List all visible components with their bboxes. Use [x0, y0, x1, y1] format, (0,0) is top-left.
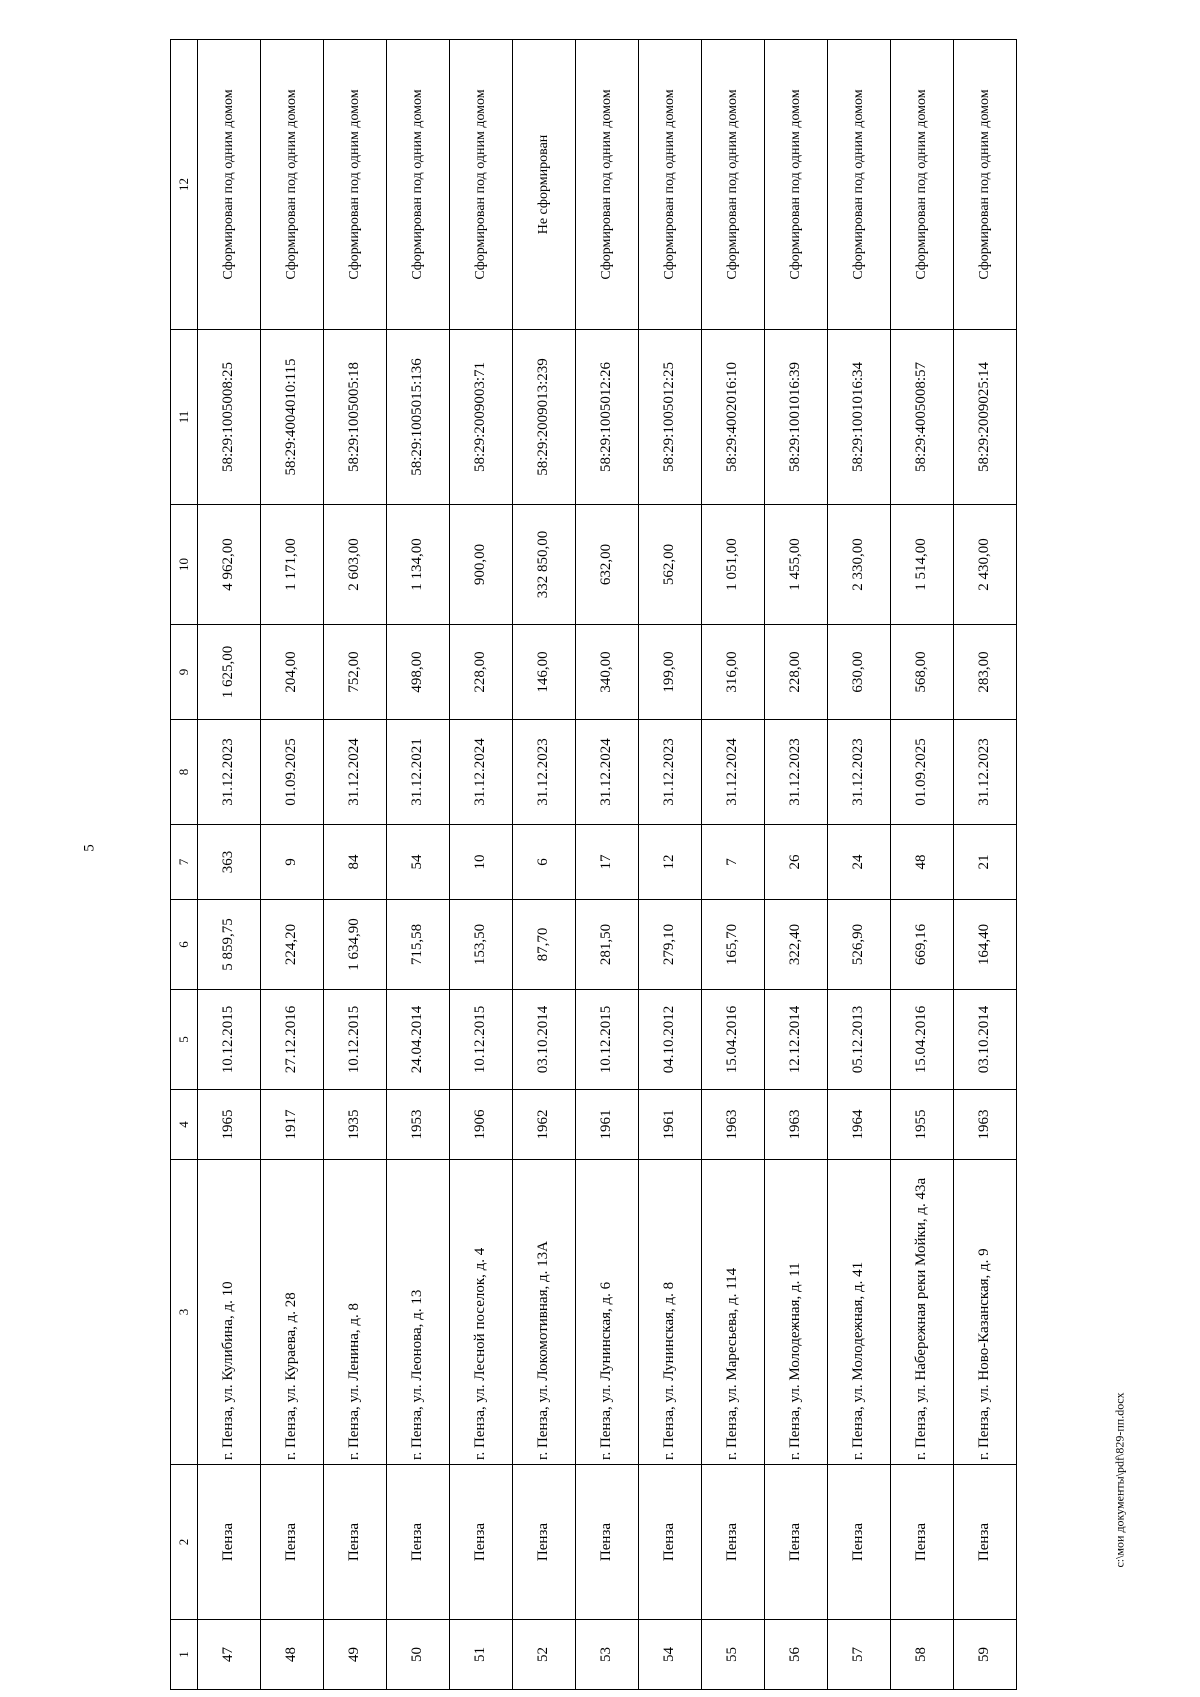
- table-cell-col-4: 1962: [513, 1090, 576, 1160]
- table-cell-col-8: 31.12.2023: [639, 720, 702, 825]
- table-cell-col-12: Сформирован под одним домом: [702, 40, 765, 330]
- table-cell-col-1: 59: [954, 1620, 1017, 1690]
- table-cell-col-12: Сформирован под одним домом: [639, 40, 702, 330]
- table-cell-col-11: 58:29:4005008:57: [891, 330, 954, 505]
- table-cell-col-8: 01.09.2025: [891, 720, 954, 825]
- table-cell-col-10: 562,00: [639, 505, 702, 625]
- table-cell-col-7: 9: [261, 825, 324, 900]
- table-cell-col-6: 669,16: [891, 900, 954, 990]
- table-cell-col-4: 1964: [828, 1090, 891, 1160]
- table-cell-col-7: 26: [765, 825, 828, 900]
- table-cell-col-6: 164,40: [954, 900, 1017, 990]
- table-row: [765, 40, 828, 1690]
- table-cell-col-6: 5 859,75: [198, 900, 261, 990]
- table-cell-col-4: 1963: [765, 1090, 828, 1160]
- table-cell-col-10: 1 134,00: [387, 505, 450, 625]
- table-cell-col-3: г. Пенза, ул. Лунинская, д. 6: [576, 1160, 639, 1465]
- table-cell-col-5: 10.12.2015: [198, 990, 261, 1090]
- table-cell-col-4: 1961: [639, 1090, 702, 1160]
- table-cell-col-1: 58: [891, 1620, 954, 1690]
- housing-table: [170, 39, 1017, 1690]
- column-header-9: 9: [171, 625, 198, 720]
- table-cell-col-9: 340,00: [576, 625, 639, 720]
- table-cell-col-6: 1 634,90: [324, 900, 387, 990]
- table-cell-col-10: 2 330,00: [828, 505, 891, 625]
- table-cell-col-5: 03.10.2014: [513, 990, 576, 1090]
- table-cell-col-10: 1 051,00: [702, 505, 765, 625]
- table-cell-col-1: 55: [702, 1620, 765, 1690]
- table-cell-col-9: 1 625,00: [198, 625, 261, 720]
- table-cell-col-5: 27.12.2016: [261, 990, 324, 1090]
- table-cell-col-8: 31.12.2023: [954, 720, 1017, 825]
- table-cell-col-3: г. Пенза, ул. Кулибина, д. 10: [198, 1160, 261, 1465]
- table-cell-col-6: 224,20: [261, 900, 324, 990]
- table-cell-col-10: 1 455,00: [765, 505, 828, 625]
- table-cell-col-11: 58:29:4004010:115: [261, 330, 324, 505]
- table-cell-col-3: г. Пенза, ул. Набережная реки Мойки, д. 43а: [891, 1160, 954, 1465]
- table-cell-col-12: Сформирован под одним домом: [576, 40, 639, 330]
- column-header-2: 2: [171, 1465, 198, 1620]
- table-cell-col-10: 1 171,00: [261, 505, 324, 625]
- footer-file-path: c:\мои документы\pdf\829-пп.docx: [1112, 1392, 1127, 1568]
- table-cell-col-2: Пенза: [198, 1465, 261, 1620]
- table-cell-col-9: 283,00: [954, 625, 1017, 720]
- table-cell-col-9: 752,00: [324, 625, 387, 720]
- table-row: [891, 40, 954, 1690]
- table-cell-col-9: 630,00: [828, 625, 891, 720]
- table-cell-col-11: 58:29:1005012:25: [639, 330, 702, 505]
- table-cell-col-9: 498,00: [387, 625, 450, 720]
- table-row: [261, 40, 324, 1690]
- table-cell-col-1: 51: [450, 1620, 513, 1690]
- table-cell-col-10: 900,00: [450, 505, 513, 625]
- table-cell-col-8: 31.12.2021: [387, 720, 450, 825]
- table-cell-col-6: 153,50: [450, 900, 513, 990]
- table-cell-col-7: 10: [450, 825, 513, 900]
- table-body: [198, 40, 1017, 1690]
- table-cell-col-6: 165,70: [702, 900, 765, 990]
- table-cell-col-11: 58:29:1005012:26: [576, 330, 639, 505]
- table-cell-col-3: г. Пенза, ул. Локомотивная, д. 13А: [513, 1160, 576, 1465]
- table-cell-col-2: Пенза: [765, 1465, 828, 1620]
- table-cell-col-9: 228,00: [765, 625, 828, 720]
- table-cell-col-6: 322,40: [765, 900, 828, 990]
- table-cell-col-2: Пенза: [324, 1465, 387, 1620]
- table-cell-col-12: Сформирован под одним домом: [954, 40, 1017, 330]
- table-cell-col-2: Пенза: [828, 1465, 891, 1620]
- table-cell-col-2: Пенза: [576, 1465, 639, 1620]
- table-cell-col-1: 53: [576, 1620, 639, 1690]
- column-header-8: 8: [171, 720, 198, 825]
- column-header-12: 12: [171, 40, 198, 330]
- table-cell-col-7: 24: [828, 825, 891, 900]
- page-number: 5: [81, 844, 98, 852]
- table-cell-col-12: Сформирован под одним домом: [261, 40, 324, 330]
- table-cell-col-1: 48: [261, 1620, 324, 1690]
- table-cell-col-4: 1961: [576, 1090, 639, 1160]
- table-cell-col-9: 568,00: [891, 625, 954, 720]
- table-cell-col-10: 4 962,00: [198, 505, 261, 625]
- table-cell-col-2: Пенза: [450, 1465, 513, 1620]
- table-cell-col-8: 31.12.2023: [828, 720, 891, 825]
- table-cell-col-5: 10.12.2015: [324, 990, 387, 1090]
- column-header-11: 11: [171, 330, 198, 505]
- table-cell-col-5: 05.12.2013: [828, 990, 891, 1090]
- table-cell-col-6: 715,58: [387, 900, 450, 990]
- table-cell-col-6: 279,10: [639, 900, 702, 990]
- table-cell-col-10: 2 430,00: [954, 505, 1017, 625]
- table-cell-col-3: г. Пенза, ул. Ново-Казанская, д. 9: [954, 1160, 1017, 1465]
- table-cell-col-6: 526,90: [828, 900, 891, 990]
- column-header-7: 7: [171, 825, 198, 900]
- table-cell-col-11: 58:29:1001016:39: [765, 330, 828, 505]
- table-cell-col-5: 24.04.2014: [387, 990, 450, 1090]
- table-cell-col-12: Сформирован под одним домом: [198, 40, 261, 330]
- table-cell-col-12: Сформирован под одним домом: [324, 40, 387, 330]
- table-row: [954, 40, 1017, 1690]
- table-cell-col-11: 58:29:1001016:34: [828, 330, 891, 505]
- table-cell-col-10: 1 514,00: [891, 505, 954, 625]
- table-cell-col-2: Пенза: [639, 1465, 702, 1620]
- table-cell-col-4: 1906: [450, 1090, 513, 1160]
- table-cell-col-10: 332 850,00: [513, 505, 576, 625]
- table-cell-col-4: 1963: [702, 1090, 765, 1160]
- table-cell-col-12: Сформирован под одним домом: [828, 40, 891, 330]
- table-cell-col-12: Не сформирован: [513, 40, 576, 330]
- table-row: [576, 40, 639, 1690]
- table-cell-col-8: 31.12.2023: [198, 720, 261, 825]
- table-cell-col-12: Сформирован под одним домом: [891, 40, 954, 330]
- table-cell-col-3: г. Пенза, ул. Леонова, д. 13: [387, 1160, 450, 1465]
- table-cell-col-11: 58:29:2009025:14: [954, 330, 1017, 505]
- table-cell-col-9: 204,00: [261, 625, 324, 720]
- column-header-6: 6: [171, 900, 198, 990]
- table-cell-col-2: Пенза: [891, 1465, 954, 1620]
- header-row: [171, 40, 198, 1690]
- table-cell-col-7: 54: [387, 825, 450, 900]
- table-cell-col-7: 363: [198, 825, 261, 900]
- table-cell-col-3: г. Пенза, ул. Молодежная, д. 11: [765, 1160, 828, 1465]
- table-cell-col-10: 2 603,00: [324, 505, 387, 625]
- table-cell-col-5: 12.12.2014: [765, 990, 828, 1090]
- table-cell-col-3: г. Пенза, ул. Лунинская, д. 8: [639, 1160, 702, 1465]
- table-cell-col-2: Пенза: [954, 1465, 1017, 1620]
- column-header-4: 4: [171, 1090, 198, 1160]
- column-header-3: 3: [171, 1160, 198, 1465]
- table-cell-col-4: 1965: [198, 1090, 261, 1160]
- table-cell-col-2: Пенза: [387, 1465, 450, 1620]
- table-cell-col-6: 281,50: [576, 900, 639, 990]
- table-cell-col-11: 58:29:1005008:25: [198, 330, 261, 505]
- table-cell-col-3: г. Пенза, ул. Маресьева, д. 114: [702, 1160, 765, 1465]
- table-row: [198, 40, 261, 1690]
- table-cell-col-3: г. Пенза, ул. Ленина, д. 8: [324, 1160, 387, 1465]
- column-header-5: 5: [171, 990, 198, 1090]
- table-cell-col-4: 1935: [324, 1090, 387, 1160]
- column-header-10: 10: [171, 505, 198, 625]
- table-cell-col-11: 58:29:4002016:10: [702, 330, 765, 505]
- table-row: [450, 40, 513, 1690]
- table-cell-col-7: 7: [702, 825, 765, 900]
- table-cell-col-1: 57: [828, 1620, 891, 1690]
- table-cell-col-7: 17: [576, 825, 639, 900]
- table-cell-col-8: 31.12.2024: [576, 720, 639, 825]
- table-cell-col-11: 58:29:2009013:239: [513, 330, 576, 505]
- table-cell-col-5: 15.04.2016: [702, 990, 765, 1090]
- table-cell-col-6: 87,70: [513, 900, 576, 990]
- table-cell-col-5: 04.10.2012: [639, 990, 702, 1090]
- table-cell-col-4: 1963: [954, 1090, 1017, 1160]
- table-cell-col-3: г. Пенза, ул. Кураева, д. 28: [261, 1160, 324, 1465]
- table-cell-col-9: 228,00: [450, 625, 513, 720]
- table-cell-col-9: 199,00: [639, 625, 702, 720]
- table-cell-col-1: 54: [639, 1620, 702, 1690]
- table-cell-col-4: 1953: [387, 1090, 450, 1160]
- table-cell-col-11: 58:29:2009003:71: [450, 330, 513, 505]
- table-cell-col-7: 6: [513, 825, 576, 900]
- table-row: [387, 40, 450, 1690]
- table-cell-col-4: 1955: [891, 1090, 954, 1160]
- table-cell-col-12: Сформирован под одним домом: [387, 40, 450, 330]
- table-cell-col-8: 31.12.2024: [450, 720, 513, 825]
- table-row: [702, 40, 765, 1690]
- table-cell-col-7: 84: [324, 825, 387, 900]
- table-cell-col-1: 49: [324, 1620, 387, 1690]
- table-row: [828, 40, 891, 1690]
- table-cell-col-8: 31.12.2023: [765, 720, 828, 825]
- table-cell-col-2: Пенза: [702, 1465, 765, 1620]
- table-cell-col-9: 146,00: [513, 625, 576, 720]
- table-cell-col-3: г. Пенза, ул. Лесной поселок, д. 4: [450, 1160, 513, 1465]
- column-header-1: 1: [171, 1620, 198, 1690]
- table-cell-col-12: Сформирован под одним домом: [450, 40, 513, 330]
- table-cell-col-5: 03.10.2014: [954, 990, 1017, 1090]
- table-cell-col-10: 632,00: [576, 505, 639, 625]
- table-cell-col-8: 31.12.2024: [324, 720, 387, 825]
- table-cell-col-8: 01.09.2025: [261, 720, 324, 825]
- table-row: [513, 40, 576, 1690]
- table-cell-col-11: 58:29:1005005:18: [324, 330, 387, 505]
- table-cell-col-7: 21: [954, 825, 1017, 900]
- table-cell-col-12: Сформирован под одним домом: [765, 40, 828, 330]
- table-cell-col-1: 47: [198, 1620, 261, 1690]
- table-cell-col-11: 58:29:1005015:136: [387, 330, 450, 505]
- table-cell-col-7: 12: [639, 825, 702, 900]
- table-cell-col-5: 10.12.2015: [576, 990, 639, 1090]
- table-row: [639, 40, 702, 1690]
- table-cell-col-7: 48: [891, 825, 954, 900]
- rotated-table-container: [170, 40, 1020, 1690]
- table-cell-col-1: 56: [765, 1620, 828, 1690]
- table-row: [324, 40, 387, 1690]
- table-cell-col-1: 50: [387, 1620, 450, 1690]
- table-cell-col-5: 15.04.2016: [891, 990, 954, 1090]
- table-cell-col-2: Пенза: [513, 1465, 576, 1620]
- table-cell-col-8: 31.12.2023: [513, 720, 576, 825]
- table-cell-col-3: г. Пенза, ул. Молодежная, д. 41: [828, 1160, 891, 1465]
- table-cell-col-2: Пенза: [261, 1465, 324, 1620]
- table-cell-col-1: 52: [513, 1620, 576, 1690]
- table-cell-col-9: 316,00: [702, 625, 765, 720]
- table-cell-col-8: 31.12.2024: [702, 720, 765, 825]
- table-cell-col-5: 10.12.2015: [450, 990, 513, 1090]
- table-cell-col-4: 1917: [261, 1090, 324, 1160]
